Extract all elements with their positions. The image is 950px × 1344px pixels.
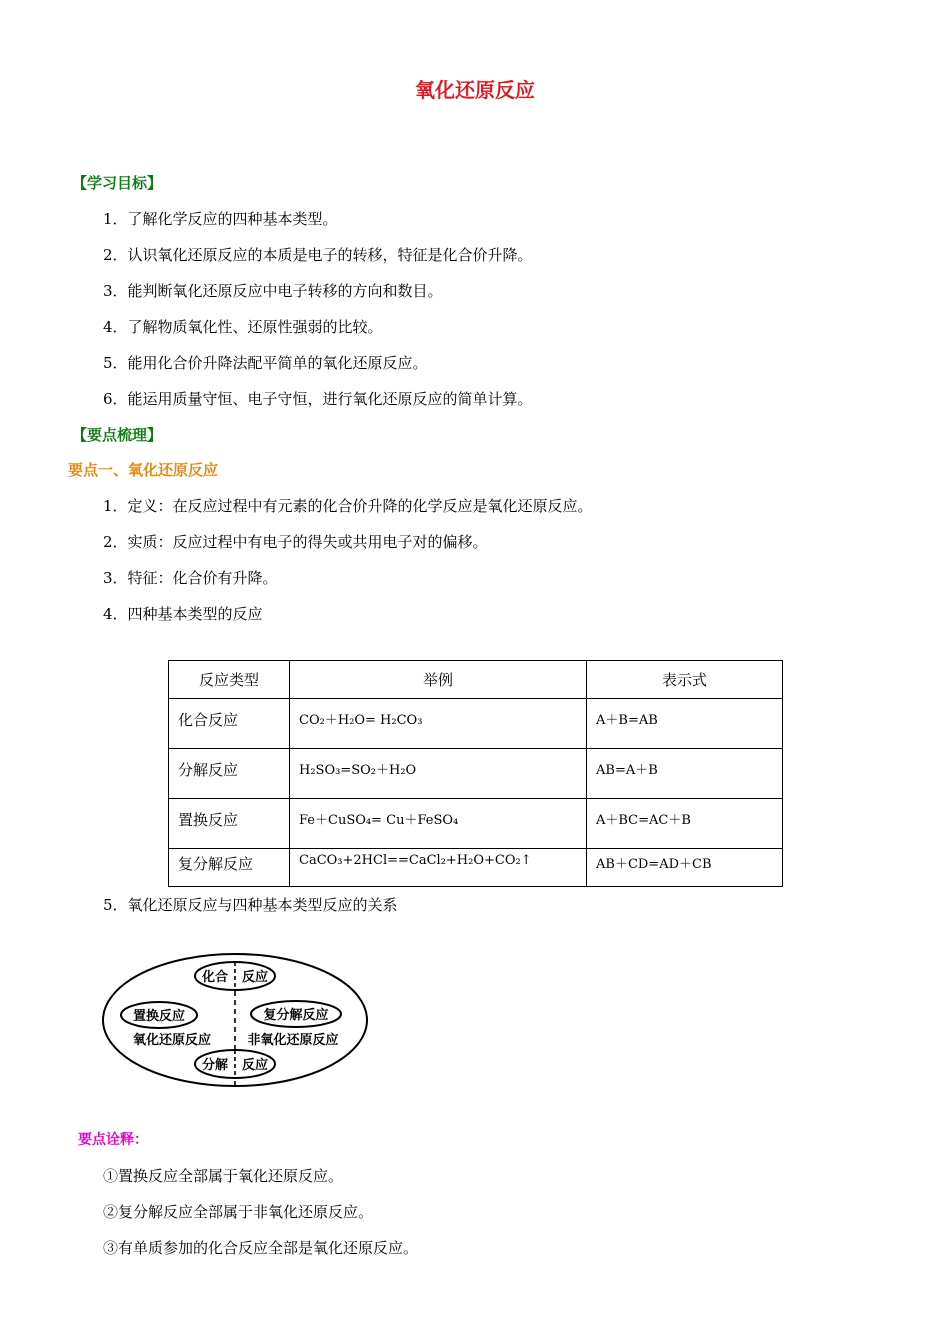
table-header-row	[169, 661, 783, 699]
reaction-type: 复分解反应	[169, 849, 290, 887]
note-item: ②复分解反应全部属于非氧化还原反应。	[103, 1203, 374, 1221]
point-item: 4．四种基本类型的反应	[103, 605, 263, 623]
points-heading: 【要点梳理】	[72, 426, 163, 444]
table-row	[169, 699, 783, 749]
double-decomposition-label: 复分解反应	[263, 1008, 329, 1023]
point-item: 1．定义：在反应过程中有元素的化合价升降的化学反应是氧化还原反应。	[103, 497, 593, 515]
page-title: 氧化还原反应	[415, 78, 535, 102]
combination-right-label: 反应	[241, 970, 269, 985]
goal-item: 1．了解化学反应的四种基本类型。	[103, 210, 338, 228]
table-row	[169, 749, 783, 799]
goal-item: 3．能判断氧化还原反应中电子转移的方向和数目。	[103, 282, 443, 300]
goal-item: 2．认识氧化还原反应的本质是电子的转移，特征是化合价升降。	[103, 246, 533, 264]
note-item: ①置换反应全部属于氧化还原反应。	[103, 1167, 344, 1185]
table-row	[169, 799, 783, 849]
reaction-formula: A＋BC=AC＋B	[587, 799, 783, 849]
point-item: 3．特征：化合价有升降。	[103, 569, 278, 587]
reaction-type: 分解反应	[169, 749, 290, 799]
decomposition-right-label: 反应	[241, 1058, 269, 1073]
decomposition-left-label: 分解	[201, 1058, 229, 1073]
note-item: ③有单质参加的化合反应全部是氧化还原反应。	[103, 1239, 419, 1257]
goal-item: 5．能用化合价升降法配平简单的氧化还原反应。	[103, 354, 428, 372]
reaction-types-table	[168, 660, 783, 887]
non-redox-label: 非氧化还原反应	[247, 1033, 339, 1048]
reaction-type: 置换反应	[169, 799, 290, 849]
reaction-formula: A＋B=AB	[587, 699, 783, 749]
displacement-label: 置换反应	[132, 1009, 186, 1024]
notes-heading: 要点诠释：	[78, 1132, 148, 1148]
reaction-relationship-diagram	[100, 950, 375, 1090]
goal-item: 6．能运用质量守恒、电子守恒，进行氧化还原反应的简单计算。	[103, 390, 533, 408]
combination-left-label: 化合	[201, 970, 229, 985]
reaction-formula: AB=A＋B	[587, 749, 783, 799]
table-header: 表示式	[587, 661, 783, 699]
point-item: 2．实质：反应过程中有电子的得失或共用电子对的偏移。	[103, 533, 488, 551]
goal-item: 4．了解物质氧化性、还原性强弱的比较。	[103, 318, 383, 336]
table-row	[169, 849, 783, 887]
points-subheading: 要点一、氧化还原反应	[68, 461, 219, 479]
reaction-formula: AB＋CD=AD＋CB	[587, 849, 783, 887]
reaction-example: Fe＋CuSO₄= Cu＋FeSO₄	[290, 799, 587, 849]
reaction-example: CO₂＋H₂O= H₂CO₃	[290, 699, 587, 749]
redox-label: 氧化还原反应	[132, 1033, 212, 1048]
table-header: 举例	[290, 661, 587, 699]
goals-heading: 【学习目标】	[72, 174, 163, 192]
table-header: 反应类型	[169, 661, 290, 699]
reaction-example: CaCO₃+2HCl==CaCl₂+H₂O+CO₂↑	[290, 849, 587, 887]
reaction-example: H₂SO₃=SO₂＋H₂O	[290, 749, 587, 799]
point-item: 5．氧化还原反应与四种基本类型反应的关系	[103, 896, 398, 914]
reaction-type: 化合反应	[169, 699, 290, 749]
